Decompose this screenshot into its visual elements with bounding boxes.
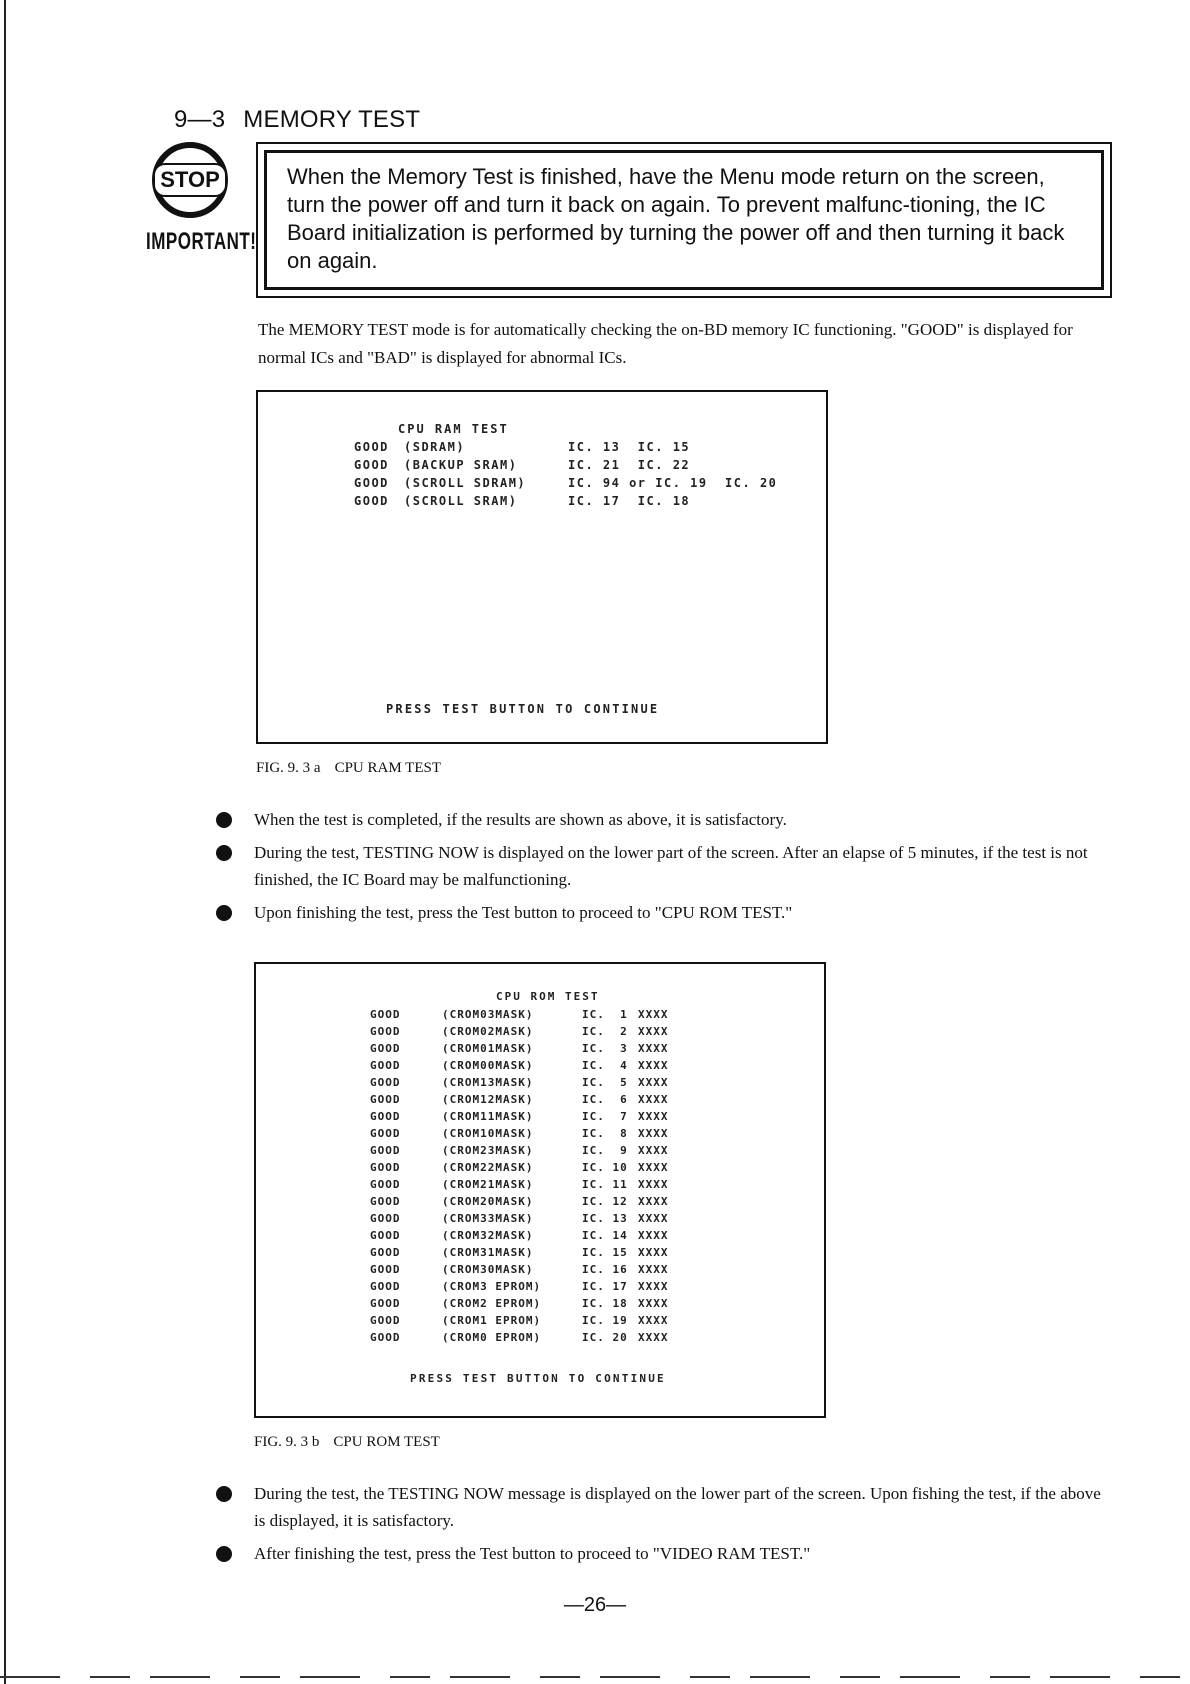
rom-ic: IC. 16	[582, 1263, 628, 1276]
ram-status: GOOD	[354, 494, 389, 508]
rom-name: (CROM21MASK)	[442, 1178, 534, 1191]
cpu-rom-press-prompt: PRESS TEST BUTTON TO CONTINUE	[410, 1372, 666, 1385]
rom-ic: IC. 13	[582, 1212, 628, 1225]
rom-name: (CROM1 EPROM)	[442, 1314, 542, 1327]
rom-row	[370, 1142, 669, 1159]
rom-status: GOOD	[370, 1127, 401, 1140]
rom-status: GOOD	[370, 1331, 401, 1344]
rom-row	[370, 1176, 669, 1193]
important-notice-text: When the Memory Test is finished, have the Menu mode return on the screen, turn the power off and turn it back on again. To prevent malfunc-tioning, the IC Board initialization is performed by turning the power off and then turning it back on again.	[264, 150, 1104, 290]
bullet-text: During the test, TESTING NOW is displayed on the lower part of the screen. After an elapse of 5 minutes, if the test is not finished, the IC Board may be malfunctioning.	[254, 843, 1088, 889]
rom-status: GOOD	[370, 1076, 401, 1089]
ram-status: GOOD	[354, 476, 389, 490]
rom-name: (CROM00MASK)	[442, 1059, 534, 1072]
ram-ics: IC. 94 or IC. 19 IC. 20	[568, 476, 778, 490]
rom-ic: IC. 15	[582, 1246, 628, 1259]
important-notice-box	[256, 142, 1112, 298]
rom-checksum: XXXX	[638, 1246, 669, 1259]
ram-ics: IC. 13 IC. 15	[568, 440, 691, 454]
list-item	[216, 839, 1116, 893]
rom-name: (CROM0 EPROM)	[442, 1331, 542, 1344]
rom-checksum: XXXX	[638, 1297, 669, 1310]
bullet-text: During the test, the TESTING NOW message is displayed on the lower part of the screen. Upon fishing the test, if the above is displayed, it is satisfactory.	[254, 1484, 1101, 1530]
rom-checksum: XXXX	[638, 1076, 669, 1089]
rom-status: GOOD	[370, 1297, 401, 1310]
cpu-ram-test-title: CPU RAM TEST	[398, 422, 509, 436]
rom-status: GOOD	[370, 1093, 401, 1106]
ram-row	[354, 438, 777, 456]
rom-status: GOOD	[370, 1042, 401, 1055]
cpu-ram-press-prompt: PRESS TEST BUTTON TO CONTINUE	[386, 702, 660, 716]
cpu-ram-test-rows	[354, 438, 777, 510]
ram-ics: IC. 21 IC. 22	[568, 458, 691, 472]
list-item	[216, 806, 1116, 833]
important-label: IMPORTANT!	[146, 228, 257, 255]
bullet-icon	[216, 1486, 232, 1502]
ram-row	[354, 474, 777, 492]
rom-ic: IC. 8	[582, 1127, 628, 1140]
rom-row	[370, 1193, 669, 1210]
rom-row	[370, 1329, 669, 1346]
stop-label: STOP	[153, 163, 227, 197]
ram-name: (SCROLL SRAM)	[404, 494, 518, 508]
rom-name: (CROM13MASK)	[442, 1076, 534, 1089]
rom-name: (CROM3 EPROM)	[442, 1280, 542, 1293]
rom-checksum: XXXX	[638, 1229, 669, 1242]
list-item	[216, 899, 1116, 926]
figure-caption-b	[254, 1434, 440, 1451]
rom-row	[370, 1278, 669, 1295]
rom-ic: IC. 5	[582, 1076, 628, 1089]
rom-name: (CROM01MASK)	[442, 1042, 534, 1055]
rom-status: GOOD	[370, 1314, 401, 1327]
rom-name: (CROM10MASK)	[442, 1127, 534, 1140]
rom-ic: IC. 3	[582, 1042, 628, 1055]
rom-checksum: XXXX	[638, 1178, 669, 1191]
section-heading	[174, 106, 420, 134]
figure-label-a: FIG. 9. 3 a	[256, 760, 321, 776]
rom-status: GOOD	[370, 1280, 401, 1293]
rom-checksum: XXXX	[638, 1144, 669, 1157]
rom-status: GOOD	[370, 1229, 401, 1242]
rom-status: GOOD	[370, 1212, 401, 1225]
rom-status: GOOD	[370, 1263, 401, 1276]
rom-row	[370, 1057, 669, 1074]
list-item	[216, 1540, 1116, 1567]
section-number: 9—3	[174, 106, 226, 133]
bullet-icon	[216, 905, 232, 921]
ram-status: GOOD	[354, 458, 389, 472]
bottom-rule	[0, 1676, 1190, 1678]
rom-checksum: XXXX	[638, 1263, 669, 1276]
rom-row	[370, 1108, 669, 1125]
rom-checksum: XXXX	[638, 1212, 669, 1225]
cpu-rom-test-screen	[254, 962, 826, 1418]
rom-checksum: XXXX	[638, 1280, 669, 1293]
bullet-list-a	[216, 806, 1116, 932]
rom-name: (CROM02MASK)	[442, 1025, 534, 1038]
rom-row	[370, 1227, 669, 1244]
rom-ic: IC. 9	[582, 1144, 628, 1157]
rom-status: GOOD	[370, 1144, 401, 1157]
figure-caption-a	[256, 760, 441, 777]
rom-checksum: XXXX	[638, 1042, 669, 1055]
rom-checksum: XXXX	[638, 1127, 669, 1140]
rom-row	[370, 1074, 669, 1091]
rom-row	[370, 1125, 669, 1142]
rom-name: (CROM23MASK)	[442, 1144, 534, 1157]
ram-row	[354, 456, 777, 474]
cpu-ram-test-screen	[256, 390, 828, 744]
rom-ic: IC. 7	[582, 1110, 628, 1123]
rom-ic: IC. 12	[582, 1195, 628, 1208]
figure-label-b: FIG. 9. 3 b	[254, 1434, 320, 1450]
rom-row	[370, 1295, 669, 1312]
cpu-rom-test-title: CPU ROM TEST	[496, 990, 600, 1003]
rom-ic: IC. 11	[582, 1178, 628, 1191]
rom-ic: IC. 17	[582, 1280, 628, 1293]
rom-row	[370, 1023, 669, 1040]
rom-row	[370, 1091, 669, 1108]
stop-icon	[152, 142, 228, 218]
rom-ic: IC. 19	[582, 1314, 628, 1327]
rom-checksum: XXXX	[638, 1059, 669, 1072]
rom-row	[370, 1312, 669, 1329]
page-number: —26—	[563, 1594, 627, 1616]
bullet-text: Upon finishing the test, press the Test button to proceed to "CPU ROM TEST."	[254, 903, 793, 922]
rom-row	[370, 1261, 669, 1278]
rom-ic: IC. 4	[582, 1059, 628, 1072]
rom-ic: IC. 2	[582, 1025, 628, 1038]
rom-row	[370, 1159, 669, 1176]
rom-ic: IC. 6	[582, 1093, 628, 1106]
rom-status: GOOD	[370, 1195, 401, 1208]
rom-name: (CROM03MASK)	[442, 1008, 534, 1021]
ram-name: (SCROLL SDRAM)	[404, 476, 527, 490]
ram-ics: IC. 17 IC. 18	[568, 494, 691, 508]
rom-row	[370, 1210, 669, 1227]
section-title: MEMORY TEST	[243, 106, 421, 133]
rom-status: GOOD	[370, 1025, 401, 1038]
rom-checksum: XXXX	[638, 1008, 669, 1021]
rom-name: (CROM11MASK)	[442, 1110, 534, 1123]
rom-status: GOOD	[370, 1178, 401, 1191]
ram-status: GOOD	[354, 440, 389, 454]
rom-status: GOOD	[370, 1059, 401, 1072]
ram-name: (SDRAM)	[404, 440, 466, 454]
rom-name: (CROM2 EPROM)	[442, 1297, 542, 1310]
rom-checksum: XXXX	[638, 1093, 669, 1106]
bullet-list-b	[216, 1480, 1116, 1573]
rom-row	[370, 1006, 669, 1023]
rom-ic: IC. 10	[582, 1161, 628, 1174]
rom-status: GOOD	[370, 1246, 401, 1259]
rom-name: (CROM33MASK)	[442, 1212, 534, 1225]
left-margin-rule	[4, 0, 6, 1684]
rom-checksum: XXXX	[638, 1314, 669, 1327]
ram-row	[354, 492, 777, 510]
rom-name: (CROM31MASK)	[442, 1246, 534, 1259]
rom-status: GOOD	[370, 1008, 401, 1021]
rom-ic: IC. 1	[582, 1008, 628, 1021]
rom-ic: IC. 14	[582, 1229, 628, 1242]
rom-checksum: XXXX	[638, 1331, 669, 1344]
rom-checksum: XXXX	[638, 1025, 669, 1038]
rom-status: GOOD	[370, 1110, 401, 1123]
cpu-rom-test-rows	[370, 1006, 669, 1346]
figure-title-b: CPU ROM TEST	[333, 1434, 440, 1450]
list-item	[216, 1480, 1116, 1534]
rom-name: (CROM22MASK)	[442, 1161, 534, 1174]
bullet-text: When the test is completed, if the results are shown as above, it is satisfactory.	[254, 810, 787, 829]
figure-title-a: CPU RAM TEST	[334, 760, 441, 776]
rom-name: (CROM30MASK)	[442, 1263, 534, 1276]
ram-name: (BACKUP SRAM)	[404, 458, 518, 472]
rom-ic: IC. 20	[582, 1331, 628, 1344]
bullet-icon	[216, 845, 232, 861]
rom-row	[370, 1244, 669, 1261]
bullet-icon	[216, 1546, 232, 1562]
rom-checksum: XXXX	[638, 1110, 669, 1123]
rom-status: GOOD	[370, 1161, 401, 1174]
rom-checksum: XXXX	[638, 1161, 669, 1174]
rom-name: (CROM12MASK)	[442, 1093, 534, 1106]
rom-row	[370, 1040, 669, 1057]
bullet-text: After finishing the test, press the Test button to proceed to "VIDEO RAM TEST."	[254, 1544, 811, 1563]
rom-name: (CROM20MASK)	[442, 1195, 534, 1208]
rom-ic: IC. 18	[582, 1297, 628, 1310]
bullet-icon	[216, 812, 232, 828]
rom-name: (CROM32MASK)	[442, 1229, 534, 1242]
intro-paragraph: The MEMORY TEST mode is for automatically checking the on-BD memory IC functioning. "GOOD" is displayed for normal ICs and "BAD" is displayed for abnormal ICs.	[258, 320, 1073, 367]
rom-checksum: XXXX	[638, 1195, 669, 1208]
